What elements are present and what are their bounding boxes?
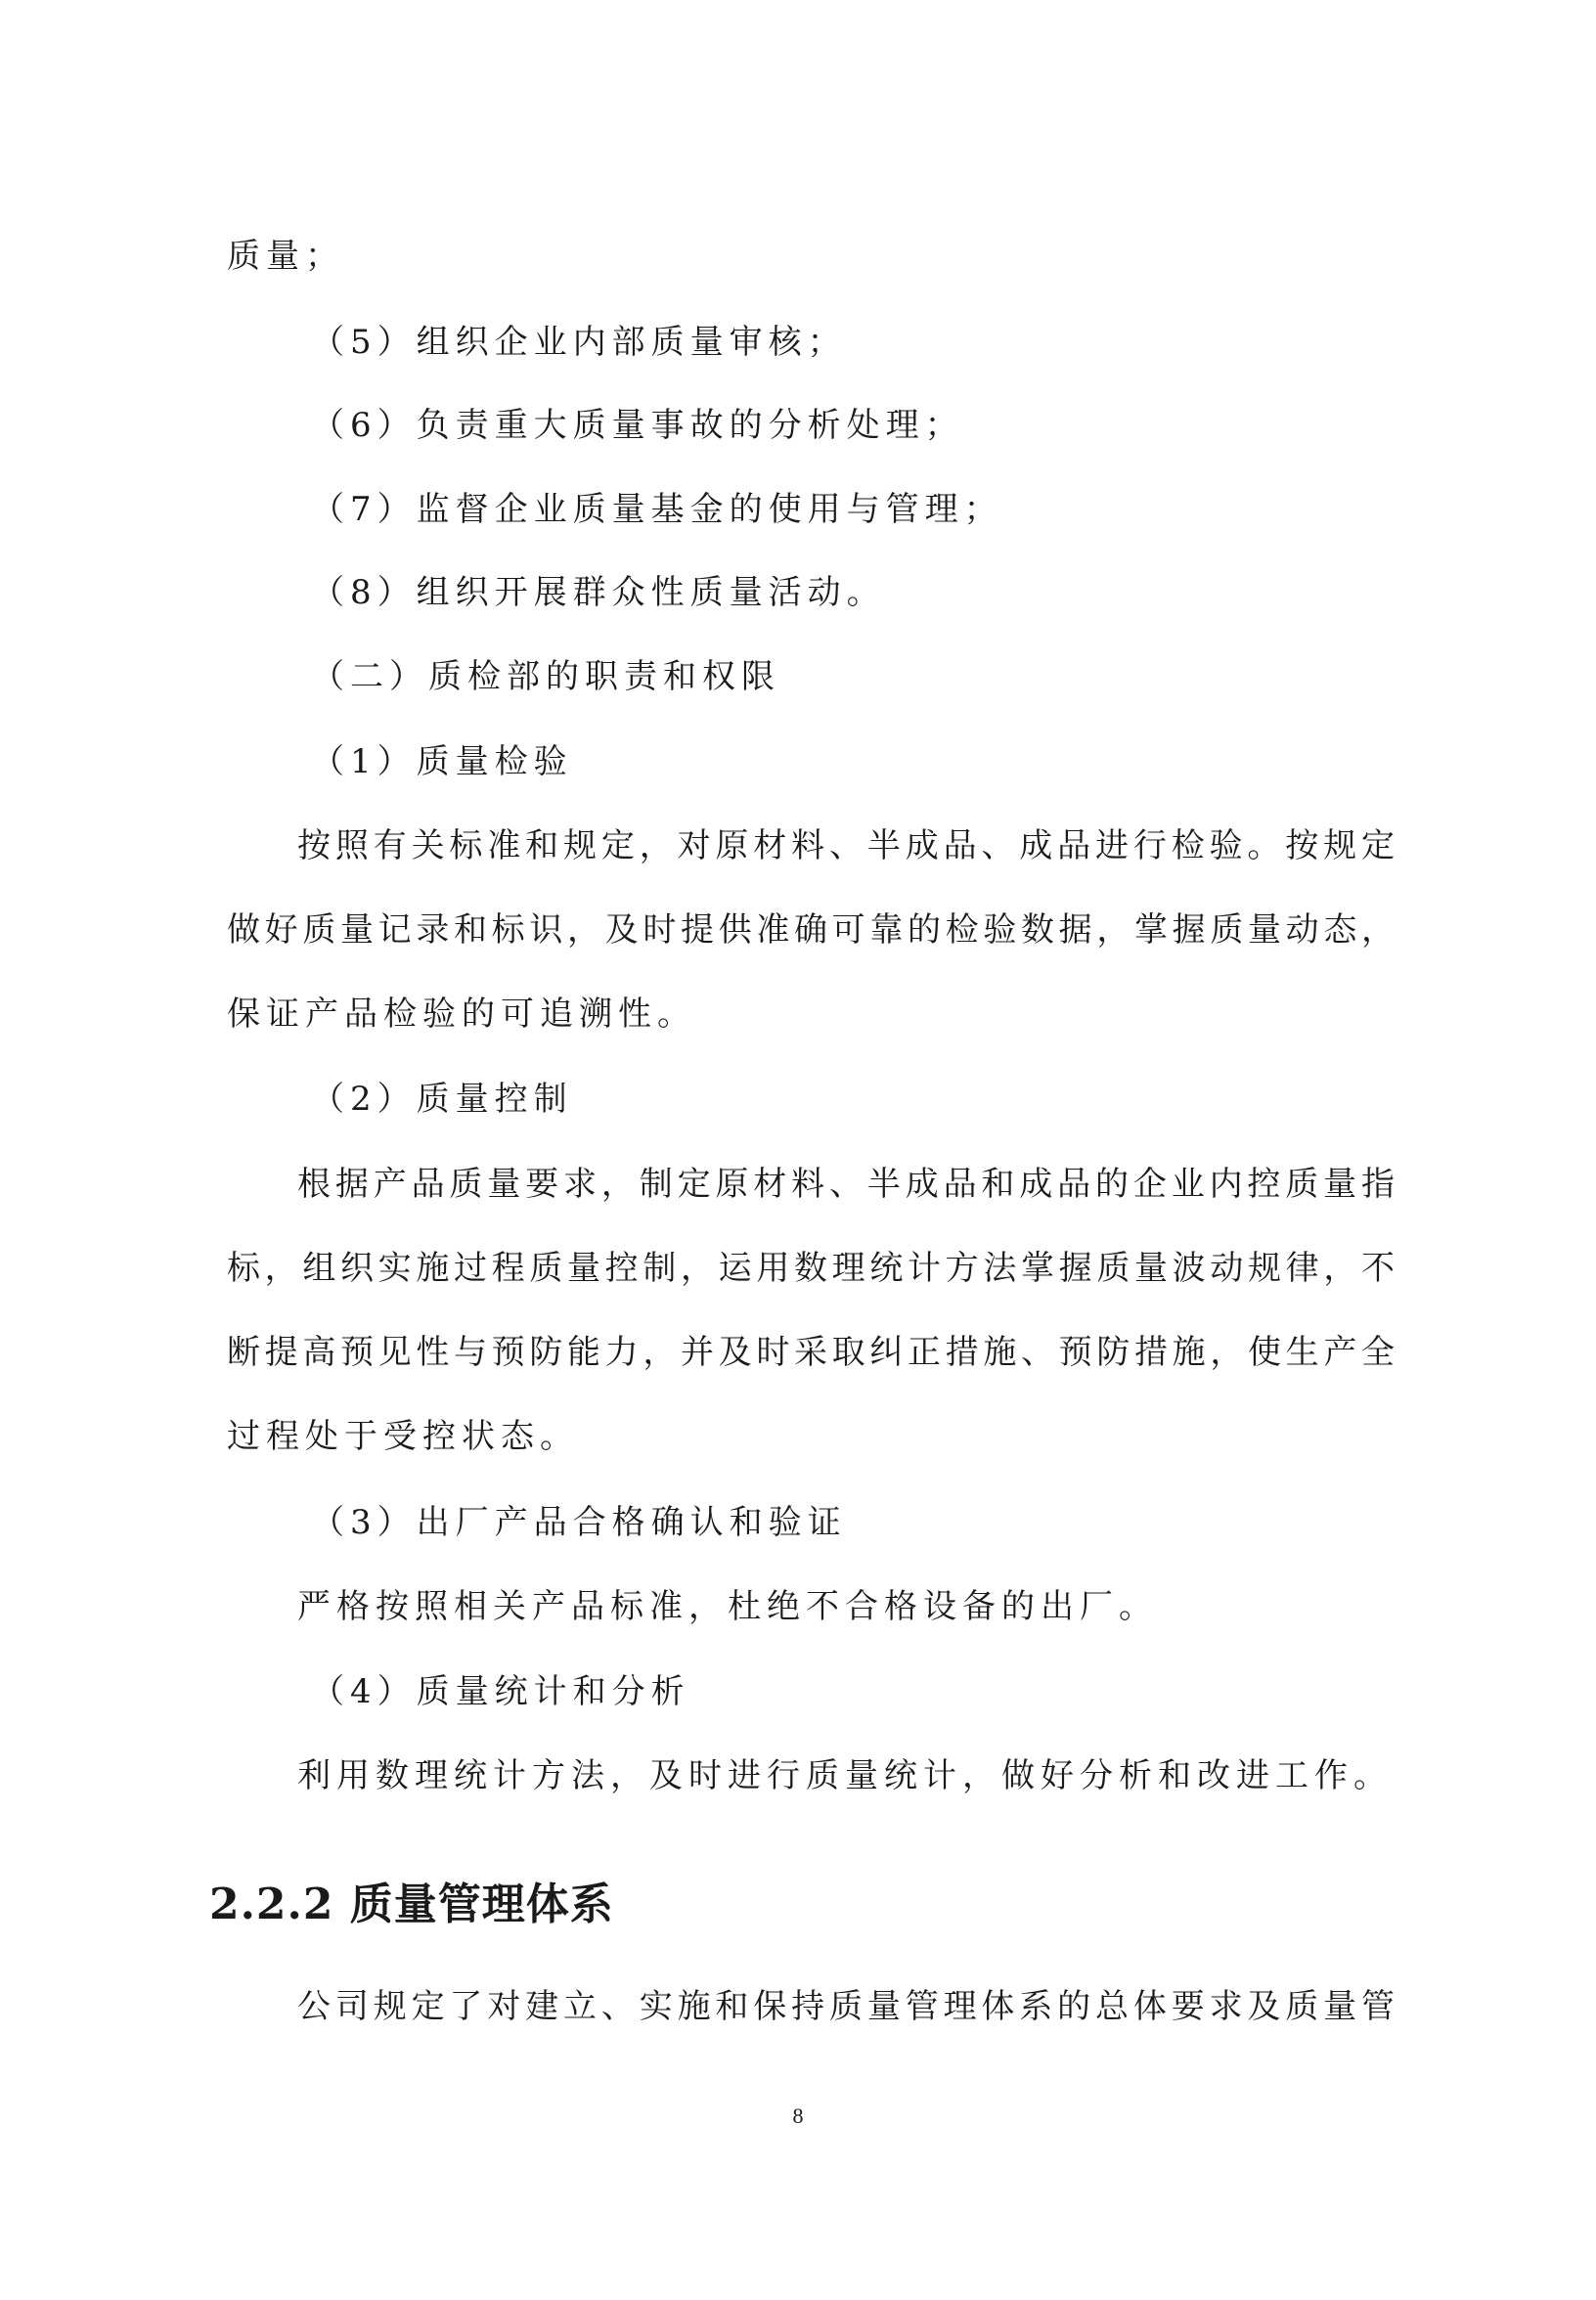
paragraph-line: 断提高预见性与预防能力，并及时采取纠正措施、预防措施，使生产全: [227, 1333, 1395, 1372]
paragraph-line: 严格按照相关产品标准，杜绝不合格设备的出厂。: [297, 1587, 1158, 1626]
item-title-2: （2）质量控制: [311, 1080, 573, 1119]
item-title-4: （4）质量统计和分析: [311, 1672, 690, 1711]
text-line-continuation: 质量；: [227, 237, 344, 276]
paragraph-line: 过程处于受控状态。: [227, 1417, 579, 1456]
paragraph-line: 做好质量记录和标识，及时提供准确可靠的检验数据，掌握质量动态，: [227, 910, 1395, 950]
paragraph-line: 根据产品质量要求，制定原材料、半成品和成品的企业内控质量指: [297, 1165, 1395, 1204]
list-item-5: （5）组织企业内部质量审核；: [311, 323, 847, 362]
paragraph-line: 保证产品检验的可追溯性。: [227, 995, 696, 1034]
item-title-3: （3）出厂产品合格确认和验证: [311, 1503, 847, 1542]
paragraph-line: 利用数理统计方法，及时进行质量统计，做好分析和改进工作。: [297, 1756, 1393, 1795]
paragraph-line: 标，组织实施过程质量控制，运用数理统计方法掌握质量波动规律，不: [227, 1249, 1395, 1288]
list-item-6: （6）负责重大质量事故的分析处理；: [311, 406, 964, 445]
list-item-8: （8）组织开展群众性质量活动。: [311, 573, 886, 612]
list-item-7: （7）监督企业质量基金的使用与管理；: [311, 490, 1003, 529]
item-title-1: （1）质量检验: [311, 742, 573, 781]
paragraph-line: 按照有关标准和规定，对原材料、半成品、成品进行检验。按规定: [297, 826, 1395, 865]
subsection-title: （二）质检部的职责和权限: [311, 657, 780, 696]
paragraph-line: 公司规定了对建立、实施和保持质量管理体系的总体要求及质量管: [297, 1987, 1395, 2026]
section-heading: 2.2.2 质量管理体系: [209, 1880, 614, 1929]
page-number: 8: [792, 2103, 804, 2128]
